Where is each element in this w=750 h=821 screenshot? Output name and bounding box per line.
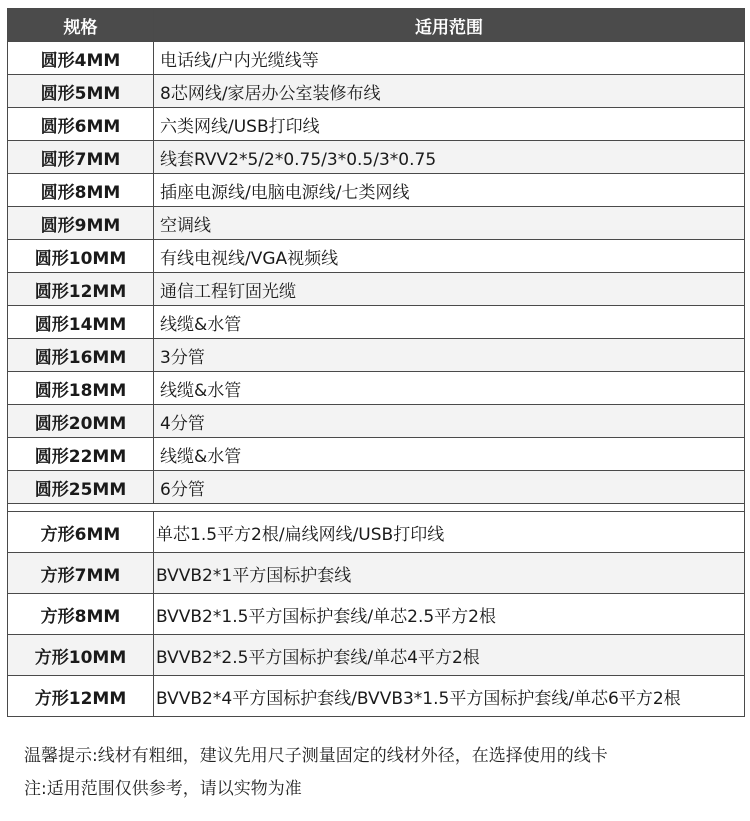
table-row <box>8 635 745 676</box>
table-row <box>8 207 745 240</box>
row-use: 空调线 <box>154 207 745 240</box>
row-use: 线套RVV2*5/2*0.75/3*0.5/3*0.75 <box>154 141 745 174</box>
row-use: BVVB2*4平方国标护套线/BVVB3*1.5平方国标护套线/单芯6平方2根 <box>154 676 745 717</box>
row-spec: 圆形25MM <box>8 471 154 504</box>
header-spec: 规格 <box>8 9 154 42</box>
table-row <box>8 339 745 372</box>
row-spec: 圆形20MM <box>8 405 154 438</box>
row-spec: 圆形9MM <box>8 207 154 240</box>
table-row <box>8 174 745 207</box>
table-row <box>8 438 745 471</box>
section-divider <box>8 504 745 512</box>
row-spec: 圆形16MM <box>8 339 154 372</box>
row-spec: 圆形5MM <box>8 75 154 108</box>
row-spec: 圆形7MM <box>8 141 154 174</box>
row-use: BVVB2*2.5平方国标护套线/单芯4平方2根 <box>154 635 745 676</box>
row-use: 有线电视线/VGA视频线 <box>154 240 745 273</box>
row-spec: 圆形10MM <box>8 240 154 273</box>
table-row <box>8 240 745 273</box>
table-row <box>8 471 745 504</box>
row-use: 4分管 <box>154 405 745 438</box>
row-spec: 圆形12MM <box>8 273 154 306</box>
row-use: BVVB2*1.5平方国标护套线/单芯2.5平方2根 <box>154 594 745 635</box>
row-use: 3分管 <box>154 339 745 372</box>
row-use: 电话线/户内光缆线等 <box>154 42 745 75</box>
row-spec: 圆形22MM <box>8 438 154 471</box>
tip-text: 温馨提示:线材有粗细，建议先用尺子测量固定的线材外径，在选择使用的线卡 <box>24 746 608 766</box>
table-row <box>8 372 745 405</box>
table-row <box>8 141 745 174</box>
spec-table <box>7 8 745 717</box>
row-spec: 圆形6MM <box>8 108 154 141</box>
row-use: BVVB2*1平方国标护套线 <box>154 553 745 594</box>
table-row <box>8 676 745 717</box>
row-use: 6分管 <box>154 471 745 504</box>
table-row <box>8 594 745 635</box>
row-spec: 方形6MM <box>8 512 154 553</box>
row-spec: 方形8MM <box>8 594 154 635</box>
table-row <box>8 306 745 339</box>
row-spec: 方形10MM <box>8 635 154 676</box>
row-use: 线缆&水管 <box>154 306 745 339</box>
table-row <box>8 108 745 141</box>
notes <box>24 740 744 806</box>
row-use: 线缆&水管 <box>154 438 745 471</box>
table-header <box>8 9 745 42</box>
table-row <box>8 42 745 75</box>
row-spec: 圆形4MM <box>8 42 154 75</box>
row-use: 插座电源线/电脑电源线/七类网线 <box>154 174 745 207</box>
row-use: 线缆&水管 <box>154 372 745 405</box>
row-use: 8芯网线/家居办公室装修布线 <box>154 75 745 108</box>
row-use: 六类网线/USB打印线 <box>154 108 745 141</box>
header-use: 适用范围 <box>154 9 745 42</box>
row-spec: 方形12MM <box>8 676 154 717</box>
row-use: 通信工程钉固光缆 <box>154 273 745 306</box>
row-spec: 圆形8MM <box>8 174 154 207</box>
table-row <box>8 75 745 108</box>
note-text: 注:适用范围仅供参考，请以实物为准 <box>24 779 302 799</box>
table-row <box>8 405 745 438</box>
row-use: 单芯1.5平方2根/扁线网线/USB打印线 <box>154 512 745 553</box>
table-row <box>8 512 745 553</box>
row-spec: 方形7MM <box>8 553 154 594</box>
row-spec: 圆形18MM <box>8 372 154 405</box>
table-row <box>8 273 745 306</box>
row-spec: 圆形14MM <box>8 306 154 339</box>
table-row <box>8 553 745 594</box>
